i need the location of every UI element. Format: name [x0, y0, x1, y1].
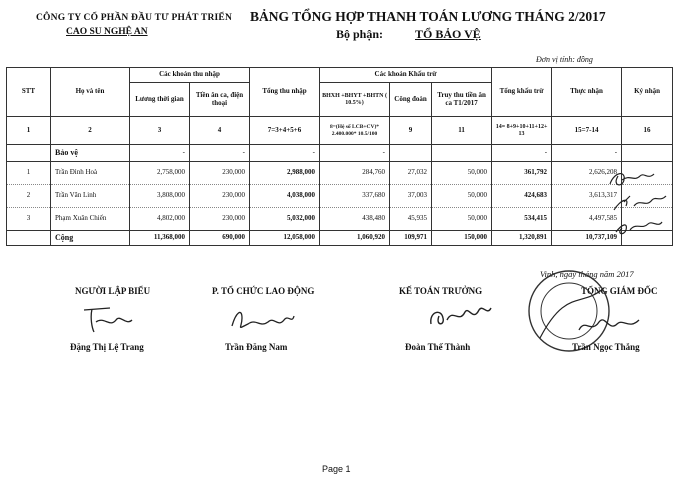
header-meal: Tiền ăn ca, điện thoại [190, 83, 250, 117]
total-arrears: 150,000 [432, 231, 492, 246]
unit-note: Đơn vị tính: đồng [536, 55, 593, 64]
formula-cell: 8=(Hệ số LCB+CV)* 2.400.000* 10.5/100 [320, 117, 390, 145]
table-row [7, 185, 673, 208]
row-salary: 4,802,000 [130, 208, 190, 231]
section-dash: - [190, 145, 250, 162]
preparer-title: NGƯỜI LẬP BIỂU [75, 286, 151, 296]
header-total-deduct: Tổng khấu trừ [492, 68, 552, 117]
section-row [7, 145, 673, 162]
total-income: 12,058,000 [250, 231, 320, 246]
formula-cell: 7=3+4+5+6 [250, 117, 320, 145]
formula-row [7, 117, 673, 145]
header-deduct-group: Các khoản Khấu trừ [320, 68, 492, 83]
department-label: Bộ phận: [336, 27, 384, 41]
row-union: 37,003 [390, 185, 432, 208]
director-title: TỔNG GIÁM ĐỐC [581, 286, 658, 296]
formula-cell: 14= 8+9+10+11+12+ 13 [492, 117, 552, 145]
department-value: TỔ BẢO VỆ [415, 27, 481, 41]
row-salary: 3,808,000 [130, 185, 190, 208]
row-net: 4,497,585 [552, 208, 622, 231]
total-salary: 11,368,000 [130, 231, 190, 246]
total-label: Cộng [51, 231, 130, 246]
row-insurance: 284,760 [320, 162, 390, 185]
header-insurance: BHXH +BHYT +BHTN ( 10.5%) [320, 83, 390, 117]
payroll-table [6, 67, 673, 246]
company-name: CÔNG TY CỔ PHẦN ĐẦU TƯ PHÁT TRIỂN [36, 13, 233, 23]
row-meal: 230,000 [190, 162, 250, 185]
section-dash: - [492, 145, 552, 162]
row-insurance: 438,480 [320, 208, 390, 231]
formula-cell: 9 [390, 117, 432, 145]
header-row-1 [7, 68, 673, 83]
formula-cell: 15=7-14 [552, 117, 622, 145]
section-name: Bảo vệ [51, 145, 130, 162]
table-row [7, 162, 673, 185]
preparer-signature [80, 302, 140, 338]
row-name: Phạm Xuân Chiến [51, 208, 130, 231]
labor-title: P. TỔ CHỨC LAO ĐỘNG [212, 286, 315, 296]
formula-cell: 4 [190, 117, 250, 145]
row-insurance: 337,680 [320, 185, 390, 208]
row-deduct: 424,683 [492, 185, 552, 208]
row-union: 45,935 [390, 208, 432, 231]
header-sign: Ký nhận [622, 68, 673, 117]
accountant-name: Đoàn Thế Thành [405, 342, 471, 352]
header-salary-time: Lương thời gian [130, 83, 190, 117]
labor-signature [228, 302, 298, 338]
table-row [7, 208, 673, 231]
section-dash: - [552, 145, 622, 162]
row-stt: 2 [7, 185, 51, 208]
row-total: 2,988,000 [250, 162, 320, 185]
header-stt: STT [7, 68, 51, 117]
preparer-name: Đặng Thị Lệ Trang [70, 342, 144, 352]
header-total-income: Tổng thu nhập [250, 68, 320, 117]
employee-signatures [604, 166, 672, 244]
section-dash: - [130, 145, 190, 162]
page-number: Page 1 [322, 464, 351, 474]
formula-cell: 1 [7, 117, 51, 145]
formula-cell: 16 [622, 117, 673, 145]
total-insurance: 1,060,920 [320, 231, 390, 246]
row-net: 2,626,208 [552, 162, 622, 185]
row-total: 5,032,000 [250, 208, 320, 231]
row-total: 4,038,000 [250, 185, 320, 208]
row-union: 27,032 [390, 162, 432, 185]
formula-cell: 3 [130, 117, 190, 145]
formula-cell: 2 [51, 117, 130, 145]
accountant-title: KẾ TOÁN TRƯỞNG [399, 286, 483, 296]
row-meal: 230,000 [190, 208, 250, 231]
total-net: 10,737,109 [552, 231, 622, 246]
header-net: Thực nhận [552, 68, 622, 117]
place-date: Vinh, ngày tháng năm 2017 [540, 269, 634, 279]
row-net: 3,613,317 [552, 185, 622, 208]
header-arrears: Truy thu tiền ăn ca T1/2017 [432, 83, 492, 117]
row-arrears: 50,000 [432, 208, 492, 231]
header-union: Công đoàn [390, 83, 432, 117]
row-deduct: 361,792 [492, 162, 552, 185]
row-name: Trần Đình Hoà [51, 162, 130, 185]
row-name: Trần Văn Linh [51, 185, 130, 208]
row-arrears: 50,000 [432, 162, 492, 185]
total-union: 109,971 [390, 231, 432, 246]
row-meal: 230,000 [190, 185, 250, 208]
section-dash: - [320, 145, 390, 162]
row-salary: 2,758,000 [130, 162, 190, 185]
total-meal: 690,000 [190, 231, 250, 246]
row-arrears: 50,000 [432, 185, 492, 208]
total-deduct: 1,320,891 [492, 231, 552, 246]
director-name: Trần Ngọc Thắng [572, 342, 640, 352]
header-name: Họ và tên [51, 68, 130, 117]
row-stt: 3 [7, 208, 51, 231]
director-signature [575, 310, 645, 340]
accountant-signature [425, 298, 495, 334]
total-row [7, 231, 673, 246]
header-income-group: Các khoản thu nhập [130, 68, 250, 83]
document-title: BẢNG TỔNG HỢP THANH TOÁN LƯƠNG THÁNG 2/2017 [250, 9, 606, 24]
row-stt: 1 [7, 162, 51, 185]
formula-cell: 11 [432, 117, 492, 145]
row-deduct: 534,415 [492, 208, 552, 231]
section-dash: - [250, 145, 320, 162]
company-subname: CAO SU NGHỆ AN [66, 27, 148, 37]
labor-name: Trần Đăng Nam [225, 342, 288, 352]
